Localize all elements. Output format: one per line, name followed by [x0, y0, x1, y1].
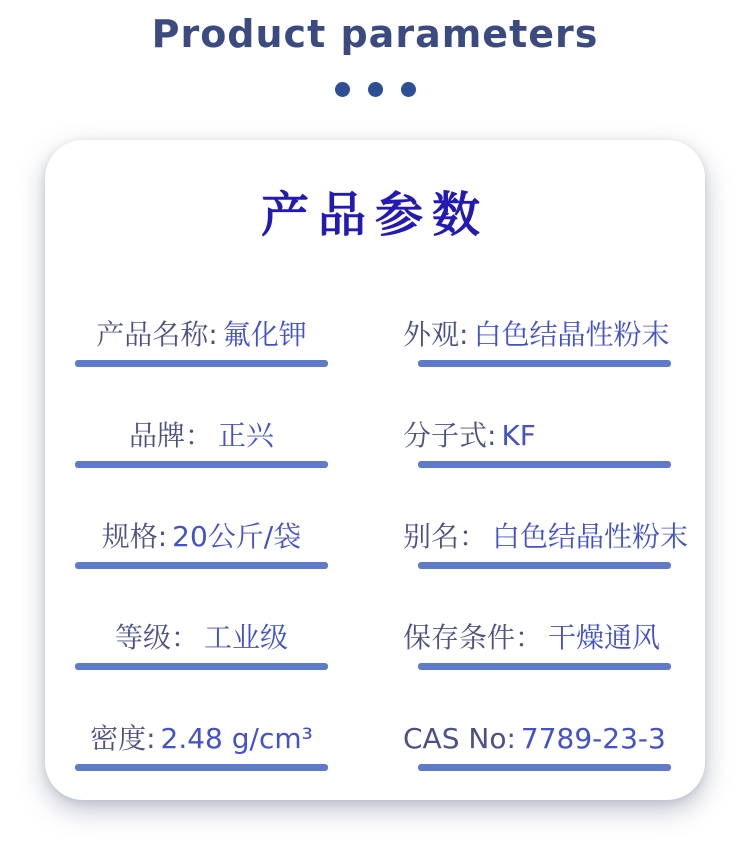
- underline-bar: [418, 562, 671, 569]
- param-cell-appearance: [403, 266, 675, 367]
- param-label: 规格:: [101, 520, 168, 553]
- underline-bar: [418, 360, 671, 367]
- param-value: 工业级: [204, 621, 289, 654]
- param-text: [403, 721, 675, 756]
- param-cell-brand: [75, 367, 328, 468]
- param-value: 氟化钾: [222, 318, 307, 351]
- underline-bar: [75, 562, 328, 569]
- underline-bar: [75, 461, 328, 468]
- param-label: 等级：: [114, 621, 199, 654]
- param-value: KF: [501, 419, 536, 452]
- param-label: 密度:: [90, 722, 156, 755]
- param-cell-molecular-formula: [403, 367, 675, 468]
- param-label: 保存条件：: [403, 621, 544, 654]
- param-text: [75, 317, 328, 352]
- param-value: 白色结晶性粉末: [492, 520, 689, 553]
- page-header: [0, 0, 750, 97]
- param-text: [403, 519, 689, 554]
- param-cell-cas-no: [403, 670, 675, 771]
- param-value: 7789-23-3: [520, 722, 666, 755]
- card-title: 产品参数: [260, 186, 489, 243]
- param-value: 正兴: [218, 419, 275, 452]
- parameters-grid: [45, 266, 705, 771]
- parameters-card: [45, 140, 705, 800]
- param-cell-specification: [75, 468, 328, 569]
- underline-bar: [75, 764, 328, 771]
- param-text: [75, 418, 328, 453]
- param-text: [403, 317, 675, 352]
- param-cell-storage: [403, 569, 675, 670]
- param-label: 产品名称:: [96, 318, 218, 351]
- param-text: [75, 519, 328, 554]
- param-label: 分子式:: [403, 419, 497, 452]
- dot-icon: [368, 82, 383, 97]
- underline-bar: [75, 360, 328, 367]
- underline-bar: [418, 663, 671, 670]
- param-label: 品牌：: [128, 419, 213, 452]
- dot-icon: [335, 82, 350, 97]
- param-cell-product-name: [75, 266, 328, 367]
- underline-bar: [75, 663, 328, 670]
- param-value: 干燥通风: [548, 621, 661, 654]
- param-text: [403, 620, 675, 655]
- separator-dots: [0, 82, 750, 97]
- param-text: [75, 620, 328, 655]
- param-value: 2.48 g/cm³: [160, 722, 313, 755]
- page-title: Product parameters: [151, 12, 599, 56]
- param-value: 20公斤/袋: [172, 520, 302, 553]
- param-text: [403, 418, 675, 453]
- param-cell-alias: [403, 468, 689, 569]
- param-label: 外观:: [403, 318, 469, 351]
- underline-bar: [418, 764, 671, 771]
- param-text: [75, 721, 328, 756]
- param-value: 白色结晶性粉末: [473, 318, 670, 351]
- dot-icon: [401, 82, 416, 97]
- param-cell-grade: [75, 569, 328, 670]
- underline-bar: [418, 461, 671, 468]
- param-label: 别名：: [403, 520, 488, 553]
- param-cell-density: [75, 670, 328, 771]
- param-label: CAS No:: [403, 722, 516, 755]
